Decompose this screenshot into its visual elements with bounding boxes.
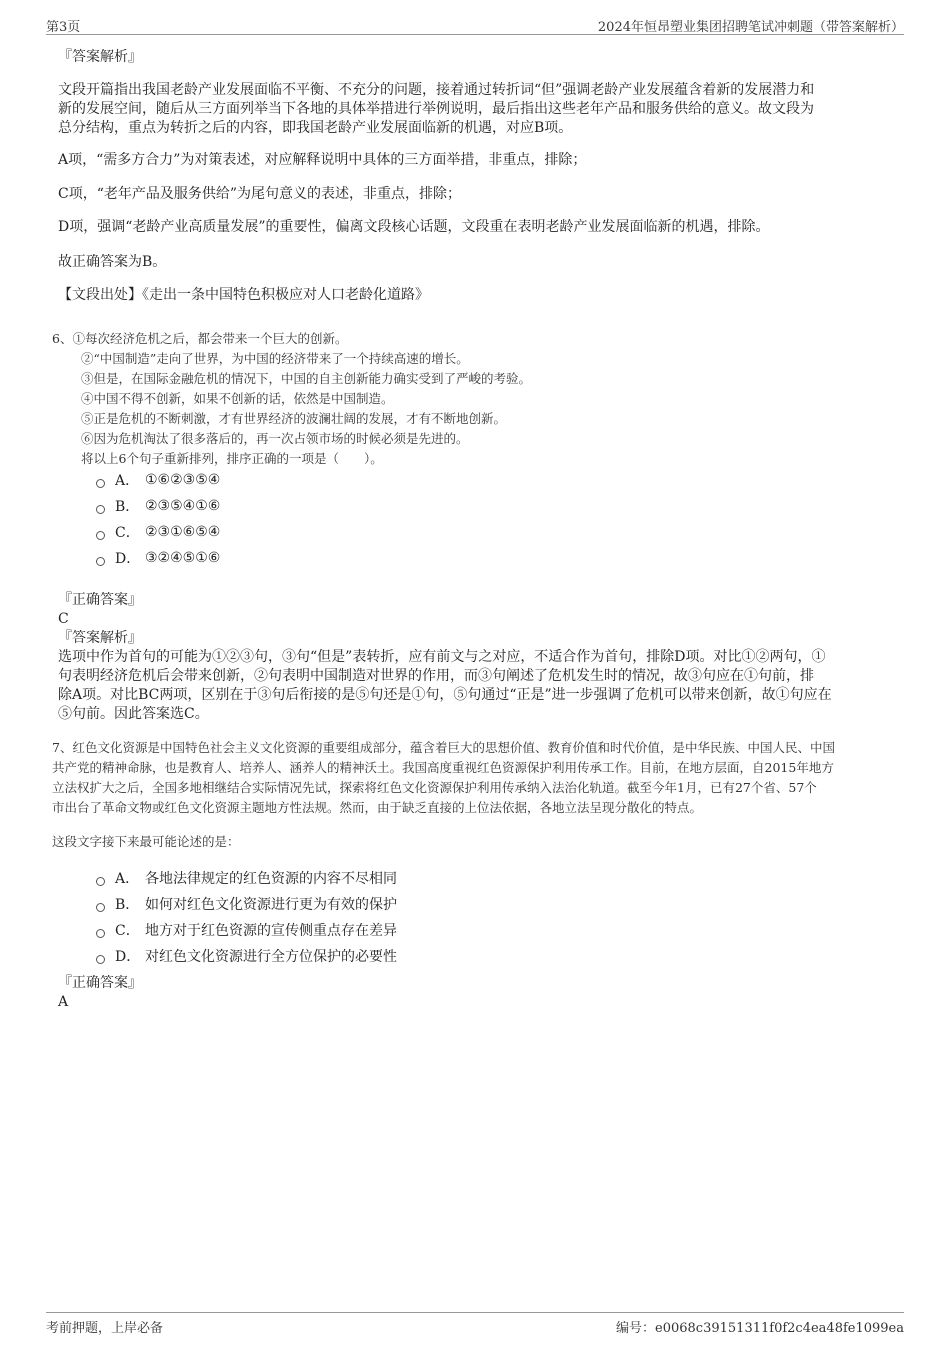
q6-sentence-2: ②“中国制造”走向了世界，为中国的经济带来了一个持续高速的增长。 xyxy=(81,351,469,366)
q6-sentence-6: ⑥因为危机淘汰了很多落后的，再一次占领市场的时候必须是先进的。 xyxy=(81,431,469,446)
q6-analysis-heading: 『答案解析』 xyxy=(58,630,142,646)
radio-icon[interactable] xyxy=(96,929,105,938)
option-text: 各地法律规定的红色资源的内容不尽相同 xyxy=(145,871,397,887)
q7-answer: A xyxy=(58,994,69,1010)
q6-analysis-line: 选项中作为首句的可能为①②③句，③句“但是”表转折，应有前文与之对应，不适合作为首句，排除D项。对比①②两句，① xyxy=(58,649,826,665)
option-text: ②③⑤④①⑥ xyxy=(145,498,221,514)
q6-option-b[interactable] xyxy=(96,495,220,517)
option-letter: C． xyxy=(115,923,140,939)
q6-question: 将以上6个句子重新排列，排序正确的一项是（ ）。 xyxy=(81,451,383,466)
q7-stem-line: 立法权扩大之后，全国多地相继结合实际情况先试，探索将红色文化资源保护利用传承纳入法治化轨道。截至今年1月，已有27个省、57个 xyxy=(52,780,817,795)
option-letter: D． xyxy=(115,551,141,567)
option-letter: A． xyxy=(115,473,140,489)
page-footer xyxy=(46,1312,904,1337)
q7-question: 这段文字接下来最可能论述的是： xyxy=(52,834,240,849)
option-letter: C． xyxy=(115,525,140,541)
q6-analysis-line: 句表明经济危机后会带来创新，②句表明中国制造对世界的作用，而③句阐述了危机发生时的情况，故③句应在①句前，排 xyxy=(58,668,814,684)
q6-sentence-5: ⑤正是危机的不断刺激，才有世界经济的波澜壮阔的发展，才有不断地创新。 xyxy=(81,411,507,426)
option-letter: B． xyxy=(115,897,140,913)
option-text: 地方对于红色资源的宣传侧重点存在差异 xyxy=(145,923,397,939)
radio-icon[interactable] xyxy=(96,479,105,488)
radio-icon[interactable] xyxy=(96,531,105,540)
q6-sentence-1: 6、①每次经济危机之后，都会带来一个巨大的创新。 xyxy=(52,331,348,346)
page-number: 第3页 xyxy=(46,20,81,35)
q5-analysis-para xyxy=(58,81,894,138)
q6-analysis-line: ⑤句前。因此答案选C。 xyxy=(58,706,209,722)
q5-option-d-explanation: D项，强调“老龄产业高质量发展”的重要性，偏离文段核心话题，文段重在表明老龄产业发展面临新的机遇，排除。 xyxy=(58,219,770,235)
q6-sentence-4: ④中国不得不创新，如果不创新的话，依然是中国制造。 xyxy=(81,391,394,406)
q5-option-a-explanation: A项，“需多方合力”为对策表述，对应解释说明中具体的三方面举措，非重点，排除； xyxy=(58,152,587,168)
option-text: ①⑥②③⑤④ xyxy=(145,472,221,488)
document-title: 2024年恒昂塑业集团招聘笔试冲刺题（带答案解析） xyxy=(597,20,904,35)
q6-option-c[interactable] xyxy=(96,521,220,543)
q7-stem-line: 7、红色文化资源是中国特色社会主义文化资源的重要组成部分，蕴含着巨大的思想价值、教育价值和时代价值，是中华民族、中国人民、中国 xyxy=(52,740,835,755)
q6-answer-block xyxy=(58,591,894,724)
q6-sentence-3: ③但是，在国际金融危机的情况下，中国的自主创新能力确实受到了严峻的考验。 xyxy=(81,371,532,386)
option-text: 对红色文化资源进行全方位保护的必要性 xyxy=(145,949,397,965)
q5-source: 【文段出处】《走出一条中国特色积极应对人口老龄化道路》 xyxy=(58,287,429,303)
radio-icon[interactable] xyxy=(96,557,105,566)
option-text: ②③①⑥⑤④ xyxy=(145,524,221,540)
q7-stem xyxy=(52,738,902,818)
q7-answer-heading: 『正确答案』 xyxy=(58,975,142,991)
option-text: ③②④⑤①⑥ xyxy=(145,550,221,566)
q7-option-d[interactable] xyxy=(96,945,397,967)
q6-option-a[interactable] xyxy=(96,469,220,491)
option-letter: D． xyxy=(115,949,141,965)
q6-answer: C xyxy=(58,611,69,627)
q5-analysis-line: 文段开篇指出我国老龄产业发展面临不平衡、不充分的问题，接着通过转折词“但”强调老龄产业发展蕴含着新的发展潜力和 xyxy=(58,82,815,98)
page-header xyxy=(46,14,904,35)
document-id: 编号：e0068c39151311f0f2c4ea48fe1099ea xyxy=(616,1321,904,1336)
q5-analysis-heading: 『答案解析』 xyxy=(58,49,142,65)
q5-conclusion: 故正确答案为B。 xyxy=(58,254,167,270)
q7-option-a[interactable] xyxy=(96,867,397,889)
radio-icon[interactable] xyxy=(96,955,105,964)
q5-analysis-heading-block xyxy=(58,48,894,67)
option-letter: A． xyxy=(115,871,140,887)
q5-option-c-explanation: C项，“老年产品及服务供给”为尾句意义的表述，非重点，排除； xyxy=(58,186,462,202)
option-letter: B． xyxy=(115,499,140,515)
q6-analysis-line: 除A项。对比BC两项，区别在于③句后衔接的是⑤句还是①句，⑤句通过“正是”进一步强调了危机可以带来创新，故①句应在 xyxy=(58,687,832,703)
q7-stem-line: 市出台了革命文物或红色文化资源主题地方性法规。然而，由于缺乏直接的上位法依据，各地立法呈现分散化的特点。 xyxy=(52,800,703,815)
footer-slogan: 考前押题，上岸必备 xyxy=(46,1321,164,1336)
q5-analysis-line: 总分结构，重点为转折之后的内容，即我国老龄产业发展面临新的机遇，对应B项。 xyxy=(58,120,573,136)
q6-option-d[interactable] xyxy=(96,547,220,569)
q5-analysis-line: 新的发展空间，随后从三方面列举当下各地的具体举措进行举例说明，最后指出这些老年产品和服务供给的意义。故文段为 xyxy=(58,101,814,117)
q7-option-c[interactable] xyxy=(96,919,397,941)
q6-stem xyxy=(52,329,888,469)
option-text: 如何对红色文化资源进行更为有效的保护 xyxy=(145,897,397,913)
q7-answer-block xyxy=(58,974,894,1012)
q6-answer-heading: 『正确答案』 xyxy=(58,592,142,608)
radio-icon[interactable] xyxy=(96,903,105,912)
radio-icon[interactable] xyxy=(96,877,105,886)
radio-icon[interactable] xyxy=(96,505,105,514)
q7-option-b[interactable] xyxy=(96,893,397,915)
q7-stem-line: 共产党的精神命脉，也是教育人、培养人、涵养人的精神沃土。我国高度重视红色资源保护利用传承工作。目前，在地方层面，自2015年地方 xyxy=(52,760,834,775)
